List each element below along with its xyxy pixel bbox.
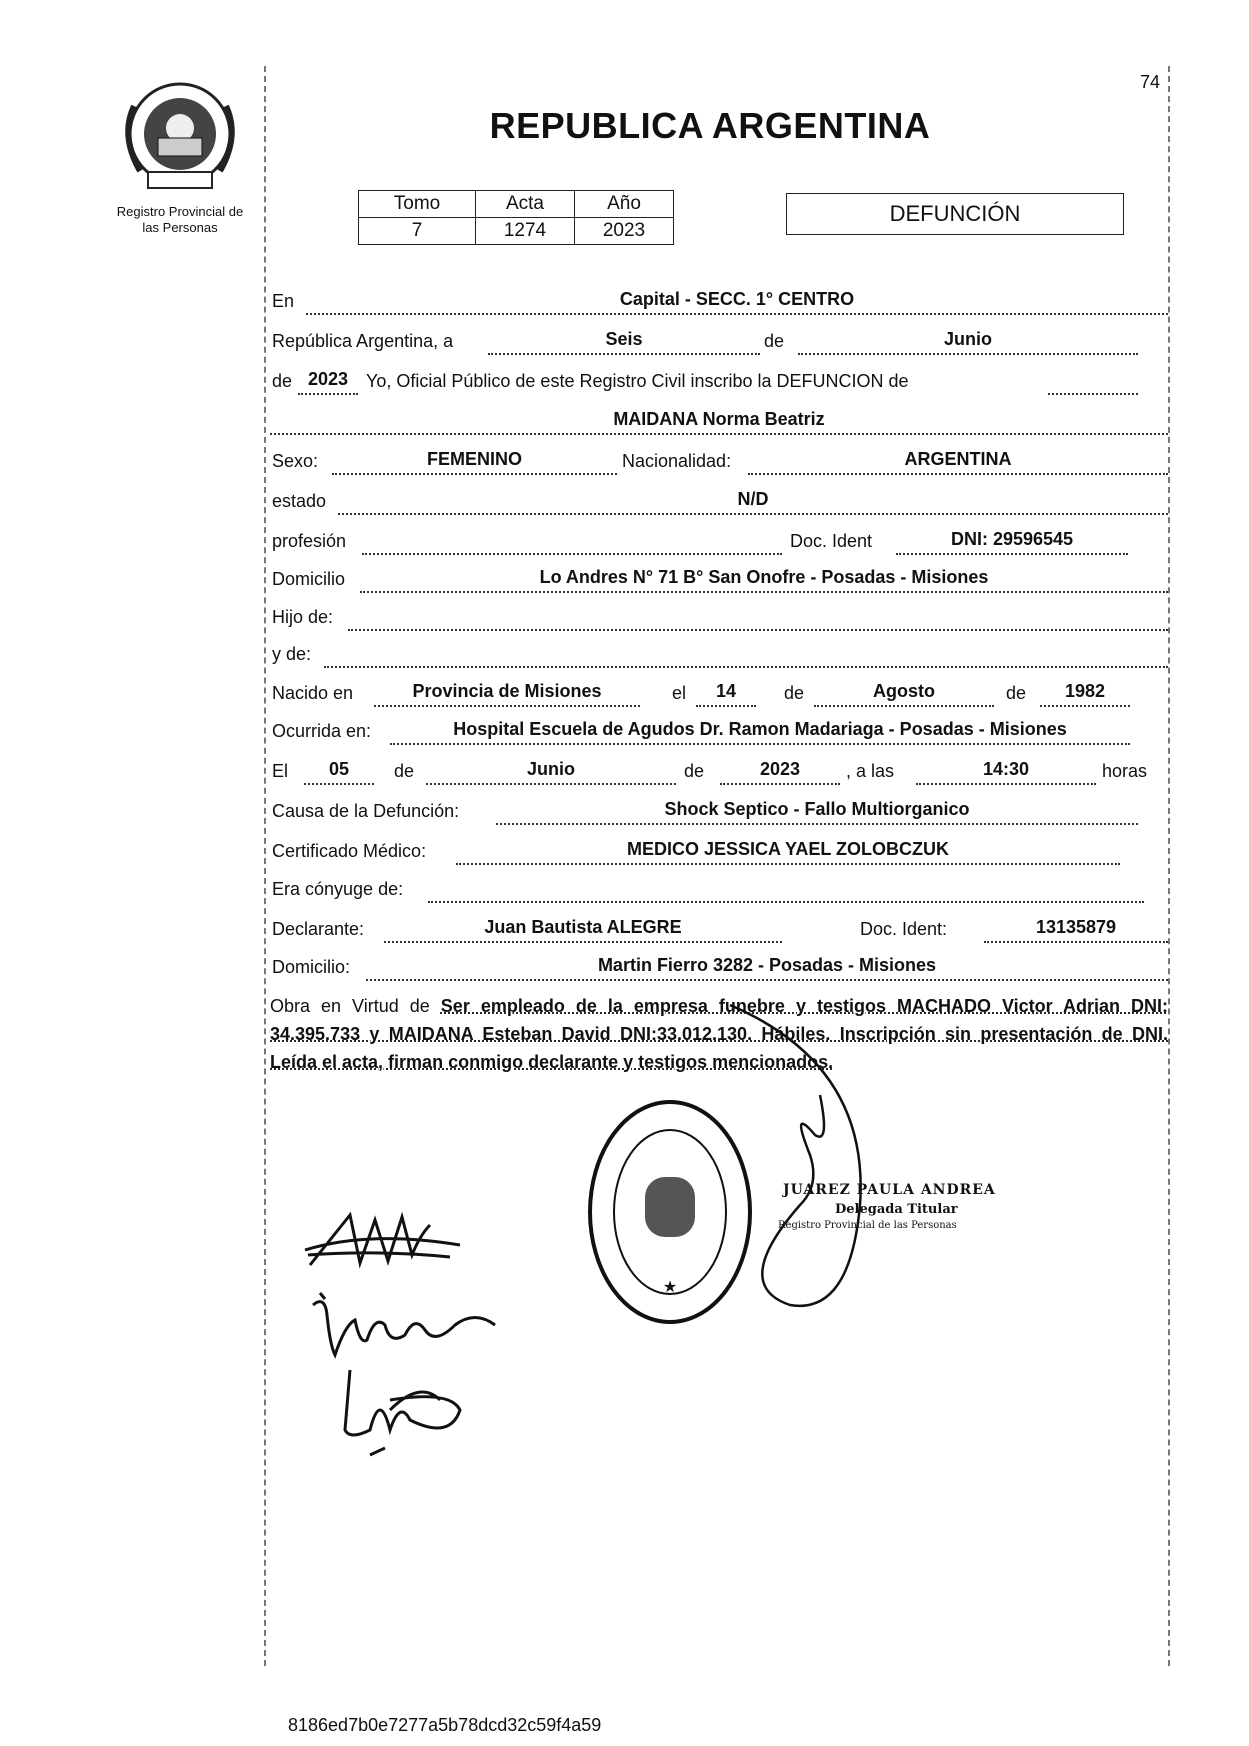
hijo-de-value [348, 603, 1168, 631]
label-a-las: , a las [846, 761, 895, 781]
label-sexo: Sexo: [272, 451, 319, 471]
row-y-de [270, 638, 1170, 668]
row-fecha-defuncion [270, 755, 1170, 785]
anio-inscripcion-value: 2023 [298, 367, 358, 395]
label-de-def-anio: de [684, 761, 705, 781]
page-title: REPUBLICA ARGENTINA [489, 105, 931, 146]
declarante-value: Juan Bautista ALEGRE [384, 915, 782, 943]
label-el-cap: El [272, 761, 289, 781]
label-declarante: Declarante: [272, 919, 365, 939]
label-domicilio2: Domicilio: [272, 957, 351, 977]
registry-name-line1: Registro Provincial de [116, 204, 244, 219]
domicilio-value: Lo Andres N° 71 B° San Onofre - Posadas - Misiones [360, 565, 1168, 593]
label-de: de [764, 331, 785, 351]
nacimiento-anio-value: 1982 [1040, 679, 1130, 707]
label-profesion: profesión [272, 531, 347, 551]
label-nacionalidad: Nacionalidad: [622, 451, 732, 471]
conyuge-value [428, 875, 1144, 903]
row-declarante [270, 913, 1170, 943]
declarante-domicilio-value: Martin Fierro 3282 - Posadas - Misiones [366, 953, 1168, 981]
anio-value: 2023 [575, 218, 674, 245]
mes-inscripcion-value: Junio [798, 327, 1138, 355]
row-fecha-inscripcion [270, 325, 1170, 355]
label-causa: Causa de la Defunción: [272, 801, 460, 821]
certificado-value: MEDICO JESSICA YAEL ZOLOBCZUK [456, 837, 1120, 865]
declarante-doc-value: 13135879 [984, 915, 1168, 943]
defuncion-hora-value: 14:30 [916, 757, 1096, 785]
label-de-nac-anio: de [1006, 683, 1027, 703]
profesion-value [362, 527, 782, 555]
row-domicilio2 [270, 951, 1170, 981]
defuncion-mes-value: Junio [426, 757, 676, 785]
causa-value: Shock Septico - Fallo Multiorganico [496, 797, 1138, 825]
label-hijo-de: Hijo de: [272, 607, 334, 627]
official-role: Delegada Titular [835, 1202, 958, 1217]
witness-signature-2 [330, 1360, 480, 1460]
doc-ident-value: DNI: 29596545 [896, 527, 1128, 555]
province-logo-icon [120, 76, 240, 196]
nacimiento-mes-value: Agosto [814, 679, 994, 707]
label-inscribo: Yo, Oficial Público de este Registro Civil inscribo la DEFUNCION de [366, 371, 909, 391]
lugar-value: Capital - SECC. 1° CENTRO [306, 287, 1168, 315]
svg-text:★: ★ [662, 1277, 678, 1296]
official-signature [690, 985, 870, 1325]
inscribo-blank [1048, 367, 1138, 395]
row-ocurrida [270, 715, 1170, 745]
row-lugar [270, 285, 1170, 315]
row-nombre [270, 405, 1170, 435]
tomo-header: Tomo [359, 191, 476, 218]
label-nacido-en: Nacido en [272, 683, 354, 703]
row-profesion [270, 525, 1170, 555]
record-table [358, 190, 674, 245]
acta-header: Acta [476, 191, 575, 218]
sexo-value: FEMENINO [332, 447, 617, 475]
registry-name [90, 204, 270, 236]
defuncion-dia-value: 05 [304, 757, 374, 785]
label-certificado: Certificado Médico: [272, 841, 427, 861]
defuncion-anio-value: 2023 [720, 757, 840, 785]
label-ocurrida-en: Ocurrida en: [272, 721, 372, 741]
dia-inscripcion-value: Seis [488, 327, 760, 355]
nacido-en-value: Provincia de Misiones [374, 679, 640, 707]
label-de-nac-mes: de [784, 683, 805, 703]
document-type: DEFUNCIÓN [786, 193, 1124, 235]
label-en: En [272, 291, 295, 311]
nacimiento-dia-value: 14 [696, 679, 756, 707]
label-de-year: de [272, 371, 293, 391]
label-doc-ident: Doc. Ident [790, 531, 873, 551]
paragraph-text: Ser empleado de la empresa funebre y testigos MACHADO Victor Adrian DNI: 34.395.733 y MAIDANA Esteban David DNI:33.012.130. Hábiles. Inscripción sin presentación de DNI. Leída el acta, firman conmigo declarante y testigos mencionados. [270, 996, 1168, 1072]
official-name: JUAREZ PAULA ANDREA [783, 1182, 996, 1198]
row-causa [270, 795, 1170, 825]
nacionalidad-value: ARGENTINA [748, 447, 1168, 475]
row-certificado [270, 835, 1170, 865]
row-domicilio [270, 563, 1170, 593]
row-conyuge [270, 873, 1170, 903]
row-hijo-de [270, 601, 1170, 631]
document-hash: 8186ed7b0e7277a5b78dcd32c59f4a59 [288, 1715, 602, 1735]
row-sexo [270, 445, 1170, 475]
tomo-value: 7 [359, 218, 476, 245]
row-nacido [270, 677, 1170, 707]
row-inscribo [270, 365, 1170, 395]
label-y-de: y de: [272, 644, 312, 664]
ocurrida-en-value: Hospital Escuela de Agudos Dr. Ramon Madariaga - Posadas - Misiones [390, 717, 1130, 745]
anio-header: Año [575, 191, 674, 218]
estado-value: N/D [338, 487, 1168, 515]
declarant-signature [300, 1195, 470, 1285]
page-number: 74 [1140, 72, 1161, 92]
label-horas: horas [1102, 761, 1148, 781]
nombre-value: MAIDANA Norma Beatriz [270, 407, 1168, 435]
left-margin-line [264, 66, 266, 1666]
label-de-def-mes: de [394, 761, 415, 781]
acta-value: 1274 [476, 218, 575, 245]
y-de-value [324, 640, 1168, 668]
label-el: el [672, 683, 687, 703]
paragraph-prefix: Obra en Virtud de [270, 996, 430, 1016]
official-office: Registro Provincial de las Personas [778, 1220, 957, 1231]
label-conyuge: Era cónyuge de: [272, 879, 404, 899]
label-estado: estado [272, 491, 327, 511]
row-estado [270, 485, 1170, 515]
label-republica: República Argentina, a [272, 331, 454, 351]
registry-name-line2: las Personas [142, 220, 218, 235]
label-domicilio: Domicilio [272, 569, 346, 589]
label-doc-ident2: Doc. Ident: [860, 919, 948, 939]
